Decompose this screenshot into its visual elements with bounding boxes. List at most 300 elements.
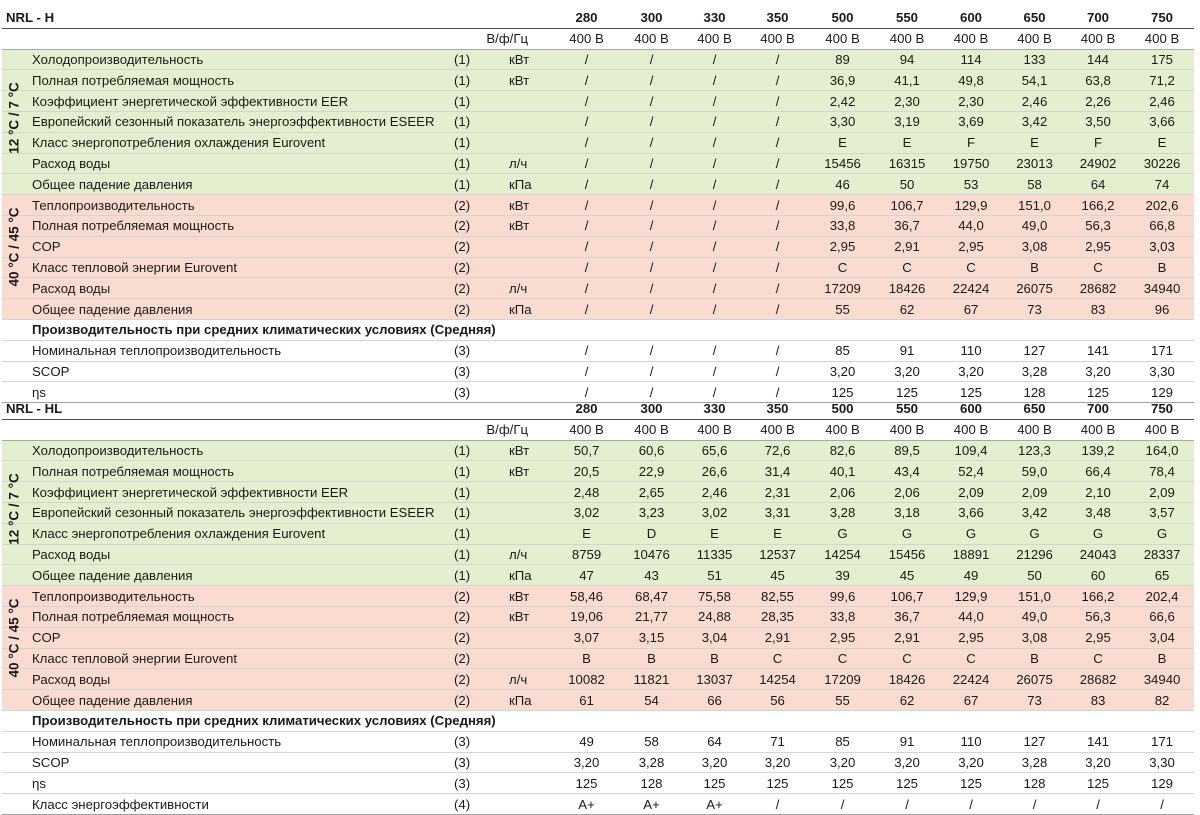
value-cell: 43,4 (875, 461, 939, 482)
value-cell: 3,48 (1066, 502, 1130, 523)
voltage-cell: 400 В (1066, 419, 1130, 440)
value-cell: / (684, 278, 745, 299)
value-cell: 3,20 (684, 752, 745, 773)
value-cell: 3,31 (745, 502, 810, 523)
table-row (2, 627, 1194, 648)
value-cell: 127 (1003, 731, 1066, 752)
value-cell: / (619, 361, 684, 382)
value-cell: 2,30 (939, 91, 1003, 112)
value-cell: G (875, 523, 939, 544)
value-cell: 13037 (684, 669, 745, 690)
value-cell: 55 (810, 299, 875, 320)
voltage-cell: 400 В (619, 28, 684, 49)
value-cell: / (684, 215, 745, 236)
average-conditions-title-row (2, 710, 1194, 731)
row-unit: л/ч (507, 153, 554, 174)
value-cell: 128 (619, 773, 684, 794)
row-unit (507, 731, 554, 752)
value-cell: / (554, 153, 619, 174)
power-supply-row (2, 28, 1194, 49)
value-cell: 141 (1066, 340, 1130, 361)
spec-table (2, 399, 1194, 815)
row-label: Общее падение давления (2, 565, 452, 586)
row-unit (507, 773, 554, 794)
value-cell: 10476 (619, 544, 684, 565)
value-cell: 26075 (1003, 669, 1066, 690)
voltage-cell: 400 В (554, 419, 619, 440)
row-label: Коэффициент энергетической эффективности EER (2, 482, 452, 503)
value-cell: C (810, 257, 875, 278)
value-cell: C (939, 648, 1003, 669)
row-unit (507, 91, 554, 112)
row-unit: кВт (507, 215, 554, 236)
value-cell: 2,91 (875, 627, 939, 648)
value-cell: 125 (939, 773, 1003, 794)
value-cell: / (619, 132, 684, 153)
row-label: Расход воды (2, 278, 452, 299)
value-cell: 3,04 (1130, 627, 1194, 648)
row-note: (1) (452, 502, 507, 523)
table-row (2, 49, 1194, 70)
value-cell: G (939, 523, 1003, 544)
value-cell: 34940 (1130, 278, 1194, 299)
row-note: (2) (452, 299, 507, 320)
value-cell: / (619, 49, 684, 70)
row-label: Номинальная теплопроизводительность (2, 340, 452, 361)
table-row (2, 132, 1194, 153)
row-label: Класс тепловой энергии Eurovent (2, 648, 452, 669)
table-row (2, 544, 1194, 565)
value-cell: 23013 (1003, 153, 1066, 174)
value-cell: 66,6 (1130, 606, 1194, 627)
row-note: (1) (452, 523, 507, 544)
value-cell: 28,35 (745, 606, 810, 627)
value-cell: 3,28 (810, 502, 875, 523)
value-cell: 22424 (939, 669, 1003, 690)
value-cell: 125 (1066, 382, 1130, 403)
value-cell: 2,10 (1066, 482, 1130, 503)
value-cell: 30226 (1130, 153, 1194, 174)
table-row (2, 257, 1194, 278)
value-cell: / (554, 195, 619, 216)
value-cell: 36,7 (875, 606, 939, 627)
size-header: 600 (939, 8, 1003, 28)
value-cell: 2,46 (1003, 91, 1066, 112)
table-row (2, 523, 1194, 544)
value-cell: 67 (939, 690, 1003, 711)
value-cell: 109,4 (939, 440, 1003, 461)
value-cell: 58,46 (554, 586, 619, 607)
value-cell: 171 (1130, 731, 1194, 752)
value-cell: 36,7 (875, 215, 939, 236)
value-cell: 2,95 (810, 627, 875, 648)
row-note: (1) (452, 440, 507, 461)
value-cell: / (745, 49, 810, 70)
value-cell: 43 (619, 565, 684, 586)
power-supply-row (2, 419, 1194, 440)
value-cell: 3,18 (875, 502, 939, 523)
value-cell: 99,6 (810, 195, 875, 216)
value-cell: 125 (810, 382, 875, 403)
value-cell: 11821 (619, 669, 684, 690)
value-cell: 66,4 (1066, 461, 1130, 482)
value-cell: 127 (1003, 340, 1066, 361)
value-cell: 125 (745, 773, 810, 794)
value-cell: 2,91 (875, 236, 939, 257)
value-cell: 125 (554, 773, 619, 794)
value-cell: 129 (1130, 382, 1194, 403)
value-cell: 123,3 (1003, 440, 1066, 461)
value-cell: 21,77 (619, 606, 684, 627)
row-unit (507, 648, 554, 669)
value-cell: 2,09 (1003, 482, 1066, 503)
voltage-cell: 400 В (939, 28, 1003, 49)
value-cell: 67 (939, 299, 1003, 320)
row-note: (4) (452, 794, 507, 815)
row-note: (2) (452, 690, 507, 711)
value-cell: 3,02 (684, 502, 745, 523)
row-label: Расход воды (2, 544, 452, 565)
value-cell: 3,08 (1003, 627, 1066, 648)
value-cell: / (619, 299, 684, 320)
power-label: В/ф/Гц (2, 28, 554, 49)
value-cell: 12537 (745, 544, 810, 565)
table-row (2, 794, 1194, 815)
value-cell: / (1130, 794, 1194, 815)
value-cell: 3,20 (1066, 752, 1130, 773)
row-note: (2) (452, 257, 507, 278)
row-label: COP (2, 236, 452, 257)
value-cell: F (1066, 132, 1130, 153)
voltage-cell: 400 В (1130, 28, 1194, 49)
value-cell: 28682 (1066, 278, 1130, 299)
size-header: 700 (1066, 399, 1130, 419)
table-row (2, 111, 1194, 132)
value-cell: / (745, 111, 810, 132)
value-cell: / (619, 153, 684, 174)
value-cell: / (745, 91, 810, 112)
voltage-cell: 400 В (1130, 419, 1194, 440)
row-note: (3) (452, 752, 507, 773)
value-cell: 19,06 (554, 606, 619, 627)
value-cell: 19750 (939, 153, 1003, 174)
size-header: 750 (1130, 399, 1194, 419)
value-cell: 151,0 (1003, 195, 1066, 216)
row-unit (507, 523, 554, 544)
row-unit: кВт (507, 461, 554, 482)
row-note: (2) (452, 278, 507, 299)
value-cell: 3,20 (810, 752, 875, 773)
size-header: 700 (1066, 8, 1130, 28)
size-header: 500 (810, 399, 875, 419)
value-cell: 89,5 (875, 440, 939, 461)
spec-table (2, 8, 1194, 403)
size-header: 330 (684, 8, 745, 28)
value-cell: / (745, 299, 810, 320)
row-unit: кПа (507, 299, 554, 320)
value-cell: 151,0 (1003, 586, 1066, 607)
value-cell: 3,57 (1130, 502, 1194, 523)
value-cell: 82,55 (745, 586, 810, 607)
value-cell: 50 (1003, 565, 1066, 586)
value-cell: 36,9 (810, 70, 875, 91)
value-cell: 3,08 (1003, 236, 1066, 257)
value-cell: 56,3 (1066, 215, 1130, 236)
value-cell: 141 (1066, 731, 1130, 752)
value-cell: 2,31 (745, 482, 810, 503)
value-cell: 46 (810, 174, 875, 195)
value-cell: / (684, 70, 745, 91)
voltage-cell: 400 В (1003, 419, 1066, 440)
table-row (2, 153, 1194, 174)
model-title: NRL - HL (2, 399, 554, 419)
value-cell: 3,50 (1066, 111, 1130, 132)
row-note: (1) (452, 70, 507, 91)
value-cell: 68,47 (619, 586, 684, 607)
voltage-cell: 400 В (619, 419, 684, 440)
value-cell: 59,0 (1003, 461, 1066, 482)
value-cell: / (745, 382, 810, 403)
value-cell: 2,46 (1130, 91, 1194, 112)
row-note: (3) (452, 340, 507, 361)
value-cell: 3,28 (619, 752, 684, 773)
value-cell: 2,06 (875, 482, 939, 503)
table-row (2, 773, 1194, 794)
value-cell: / (745, 236, 810, 257)
value-cell: / (684, 361, 745, 382)
value-cell: 114 (939, 49, 1003, 70)
value-cell: / (619, 111, 684, 132)
row-unit: кВт (507, 70, 554, 91)
value-cell: / (684, 340, 745, 361)
value-cell: 53 (939, 174, 1003, 195)
size-header: 280 (554, 8, 619, 28)
value-cell: / (684, 91, 745, 112)
value-cell: 106,7 (875, 195, 939, 216)
value-cell: / (745, 195, 810, 216)
value-cell: 17209 (810, 669, 875, 690)
row-label: Европейский сезонный показатель энергоэффективности ESEER (2, 502, 452, 523)
value-cell: C (1066, 257, 1130, 278)
size-header: 300 (619, 8, 684, 28)
row-note: (1) (452, 482, 507, 503)
cooling-condition-label (2, 49, 26, 188)
value-cell: 18891 (939, 544, 1003, 565)
value-cell: / (619, 174, 684, 195)
value-cell: 11335 (684, 544, 745, 565)
value-cell: 49 (939, 565, 1003, 586)
value-cell: 33,8 (810, 215, 875, 236)
value-cell: 64 (684, 731, 745, 752)
value-cell: 2,95 (1066, 236, 1130, 257)
voltage-cell: 400 В (939, 419, 1003, 440)
value-cell: 166,2 (1066, 195, 1130, 216)
value-cell: 2,65 (619, 482, 684, 503)
row-label: Расход воды (2, 669, 452, 690)
voltage-cell: 400 В (554, 28, 619, 49)
value-cell: 3,23 (619, 502, 684, 523)
row-label: Теплопроизводительность (2, 195, 452, 216)
value-cell: 202,4 (1130, 586, 1194, 607)
section-nrl-h (0, 8, 1200, 403)
value-cell: 44,0 (939, 606, 1003, 627)
value-cell: / (554, 361, 619, 382)
size-header: 500 (810, 8, 875, 28)
table-row (2, 669, 1194, 690)
value-cell: A+ (554, 794, 619, 815)
value-cell: 125 (939, 382, 1003, 403)
value-cell: 47 (554, 565, 619, 586)
row-unit: кВт (507, 586, 554, 607)
value-cell: 3,02 (554, 502, 619, 523)
value-cell: 55 (810, 690, 875, 711)
value-cell: 3,42 (1003, 502, 1066, 523)
table-row (2, 482, 1194, 503)
row-label: Общее падение давления (2, 299, 452, 320)
header-row (2, 8, 1194, 28)
value-cell: 144 (1066, 49, 1130, 70)
value-cell: 58 (1003, 174, 1066, 195)
value-cell: 21296 (1003, 544, 1066, 565)
value-cell: 17209 (810, 278, 875, 299)
value-cell: 60 (1066, 565, 1130, 586)
value-cell: 51 (684, 565, 745, 586)
value-cell: 75,58 (684, 586, 745, 607)
value-cell: / (554, 49, 619, 70)
value-cell: 3,15 (619, 627, 684, 648)
row-unit: кВт (507, 440, 554, 461)
table-row (2, 299, 1194, 320)
value-cell: 2,42 (810, 91, 875, 112)
value-cell: 18426 (875, 669, 939, 690)
value-cell: G (1003, 523, 1066, 544)
value-cell: C (939, 257, 1003, 278)
row-unit: кПа (507, 174, 554, 195)
value-cell: 3,69 (939, 111, 1003, 132)
value-cell: / (619, 236, 684, 257)
value-cell: 2,09 (939, 482, 1003, 503)
table-row (2, 236, 1194, 257)
value-cell: 73 (1003, 299, 1066, 320)
value-cell: 2,06 (810, 482, 875, 503)
value-cell: 20,5 (554, 461, 619, 482)
value-cell: 99,6 (810, 586, 875, 607)
value-cell: G (810, 523, 875, 544)
value-cell: / (554, 340, 619, 361)
voltage-cell: 400 В (875, 28, 939, 49)
voltage-cell: 400 В (810, 28, 875, 49)
row-note: (3) (452, 382, 507, 403)
value-cell: / (684, 382, 745, 403)
row-label: ηs (2, 382, 452, 403)
row-label: Холодопроизводительность (2, 440, 452, 461)
value-cell: 3,20 (939, 361, 1003, 382)
row-unit: кВт (507, 49, 554, 70)
value-cell: / (619, 340, 684, 361)
value-cell: / (619, 278, 684, 299)
table-row (2, 440, 1194, 461)
value-cell: 50,7 (554, 440, 619, 461)
row-note: (3) (452, 361, 507, 382)
value-cell: 71 (745, 731, 810, 752)
value-cell: E (875, 132, 939, 153)
value-cell: 129,9 (939, 195, 1003, 216)
row-unit (507, 752, 554, 773)
value-cell: 3,66 (939, 502, 1003, 523)
row-label: Европейский сезонный показатель энергоэффективности ESEER (2, 111, 452, 132)
table-row (2, 731, 1194, 752)
value-cell: 2,95 (810, 236, 875, 257)
value-cell: 83 (1066, 690, 1130, 711)
value-cell: 49,0 (1003, 606, 1066, 627)
value-cell: / (619, 382, 684, 403)
value-cell: C (875, 257, 939, 278)
value-cell: 164,0 (1130, 440, 1194, 461)
value-cell: 2,95 (939, 627, 1003, 648)
row-label: Полная потребляемая мощность (2, 70, 452, 91)
table-row (2, 278, 1194, 299)
table-row (2, 690, 1194, 711)
value-cell: 14254 (810, 544, 875, 565)
value-cell: 129 (1130, 773, 1194, 794)
value-cell: 125 (875, 773, 939, 794)
row-label: Коэффициент энергетической эффективности EER (2, 91, 452, 112)
value-cell: / (745, 257, 810, 278)
table-row (2, 361, 1194, 382)
average-conditions-title-row (2, 319, 1194, 340)
value-cell: 26075 (1003, 278, 1066, 299)
value-cell: B (619, 648, 684, 669)
value-cell: E (554, 523, 619, 544)
value-cell: 133 (1003, 49, 1066, 70)
value-cell: 3,04 (684, 627, 745, 648)
value-cell: 82 (1130, 690, 1194, 711)
value-cell: / (554, 236, 619, 257)
row-label: Расход воды (2, 153, 452, 174)
size-header: 330 (684, 399, 745, 419)
header-row (2, 399, 1194, 419)
heating-condition-label (2, 578, 26, 697)
cooling-condition-text: 12 °C / 7 °C (6, 473, 22, 545)
value-cell: / (684, 174, 745, 195)
average-conditions-title: Производительность при средних климатических условиях (Средняя) (2, 710, 1194, 731)
value-cell: 40,1 (810, 461, 875, 482)
value-cell: 39 (810, 565, 875, 586)
row-label: Теплопроизводительность (2, 586, 452, 607)
value-cell: / (554, 215, 619, 236)
value-cell: 3,20 (875, 361, 939, 382)
value-cell: 3,42 (1003, 111, 1066, 132)
value-cell: / (684, 153, 745, 174)
value-cell: C (1066, 648, 1130, 669)
value-cell: 2,91 (745, 627, 810, 648)
value-cell: 125 (810, 773, 875, 794)
value-cell: 2,30 (875, 91, 939, 112)
value-cell: 64 (1066, 174, 1130, 195)
value-cell: / (745, 153, 810, 174)
value-cell: 61 (554, 690, 619, 711)
value-cell: 3,28 (1003, 752, 1066, 773)
value-cell: 71,2 (1130, 70, 1194, 91)
value-cell: / (745, 340, 810, 361)
value-cell: 24,88 (684, 606, 745, 627)
size-header: 550 (875, 8, 939, 28)
value-cell: 28337 (1130, 544, 1194, 565)
value-cell: 56,3 (1066, 606, 1130, 627)
size-header: 350 (745, 8, 810, 28)
value-cell: / (554, 257, 619, 278)
power-label: В/ф/Гц (2, 419, 554, 440)
